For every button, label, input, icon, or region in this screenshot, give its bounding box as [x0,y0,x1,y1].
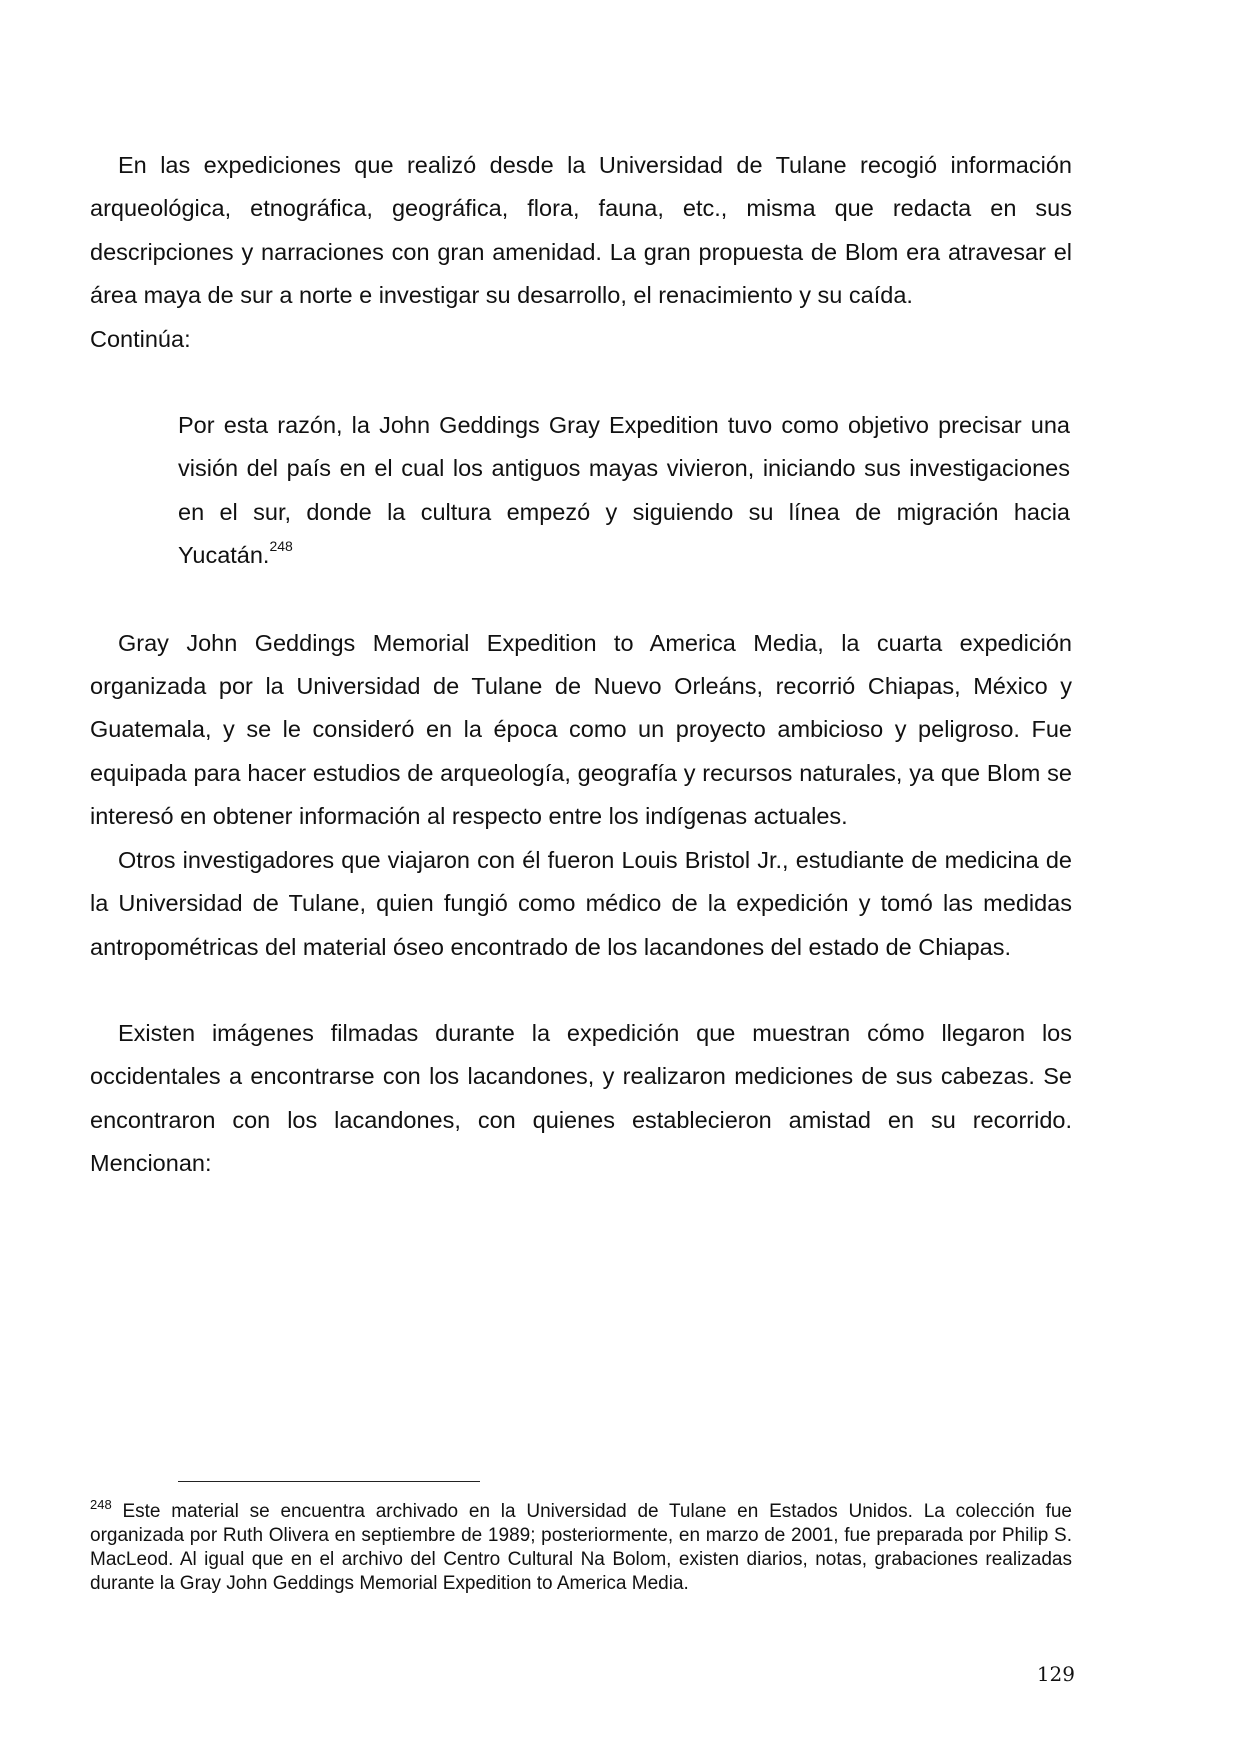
paragraph-gray-expedition: Gray John Geddings Memorial Expedition to America Media, la cuarta expedición organizada por la Universidad de Tulane de Nuevo Orleáns, recorrió Chiapas, México y Guatemala, y se le consideró en la época como un proyecto ambicioso y peligroso. Fue equipada para hacer estudios de arqueología, geografía y recursos naturales, ya que Blom se interesó en obtener información al respecto entre los indígenas actuales. [90,629,1072,830]
paragraph-expediciones: En las expediciones que realizó desde la Universidad de Tulane recogió información arqueológica, etnográfica, geográfica, flora, fauna, etc., misma que redacta en sus descripciones y narraciones con gran amenidad. La gran propuesta de Blom era atravesar el área maya de sur a norte e investigar su desarrollo, el renacimiento y su caída. [90,152,1072,309]
footnote-number: 248 [90,1496,112,1512]
paragraph-continua: Continúa: [90,325,191,352]
footnote [90,1496,1072,1596]
footnote-reference: 248 [269,538,293,555]
paragraph-imagenes-filmadas: Existen imágenes filmadas durante la expedición que muestran cómo llegaron los occidentales a encontrarse con los lacandones, y realizaron mediciones de sus cabezas. Se encontraron con los lacandones, con quienes establecieron amistad en su recorrido. Mencionan: [90,1019,1072,1177]
footnote-text: Este material se encuentra archivado en la Universidad de Tulane en Estados Unidos. La colección fue organizada por Ruth Olivera en septiembre de 1989; posteriormente, en marzo de 2001, fue preparada por Philip S. MacLeod. Al igual que en el archivo del Centro Cultural Na Bolom, existen diarios, notas, grabaciones realizadas durante la Gray John Geddings Memorial Expedition to America Media. [90,1501,1072,1594]
body-text [90,144,1072,1186]
paragraph-otros-investigadores: Otros investigadores que viajaron con él fueron Louis Bristol Jr., estudiante de medicina de la Universidad de Tulane, quien fungió como médico de la expedición y tomó las medidas antropométricas del material óseo encontrado de los lacandones del estado de Chiapas. [90,846,1072,960]
footnote-separator [178,1481,480,1482]
block-quote [178,404,1070,578]
block-quote-text: Por esta razón, la John Geddings Gray Expedition tuvo como objetivo precisar una visión del país en el cual los antiguos mayas vivieron, iniciando sus investigaciones en el sur, donde la cultura empezó y siguiendo su línea de migración hacia Yucatán. [178,412,1070,569]
page-number: 129 [1036,1662,1075,1686]
